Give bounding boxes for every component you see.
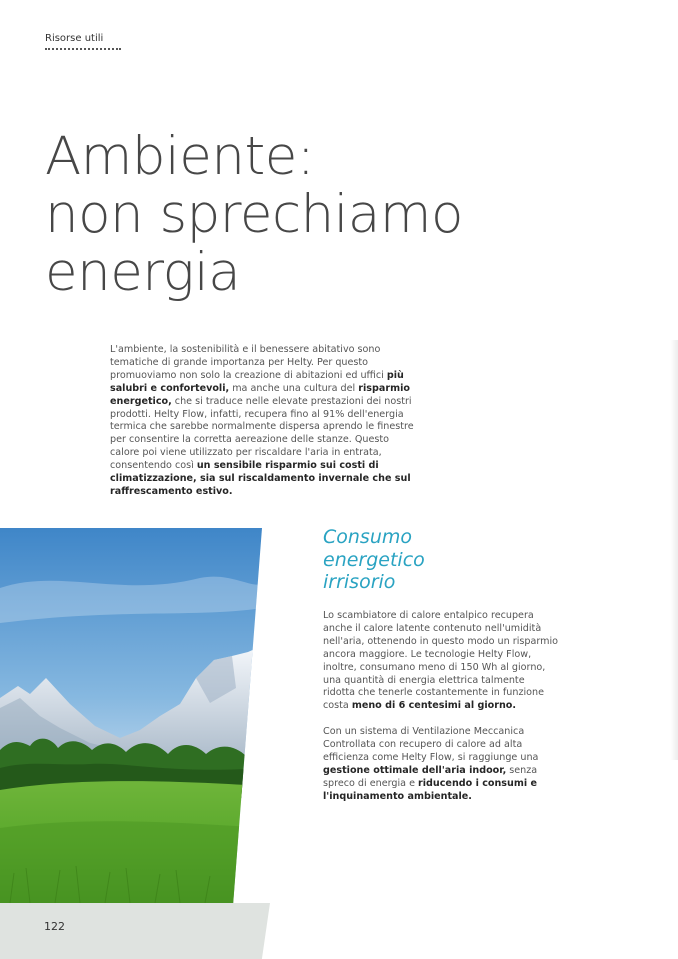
intro-text: ma anche una cultura del [229, 382, 359, 394]
title-line: energia [45, 242, 241, 303]
intro-bold: risparmio energetico, [110, 382, 410, 407]
page-number: 122 [44, 920, 65, 933]
intro-bold: più salubri e confortevoli, [110, 369, 404, 394]
intro-paragraph [110, 344, 420, 499]
body-bold: gestione ottimale dell'aria indoor, [323, 764, 507, 776]
title-line: non sprechiamo [45, 184, 463, 245]
intro-bold: un sensibile risparmio sui costi di climatizzazione, sia sul riscaldamento invernale che sul raffrescamento estivo. [110, 460, 411, 497]
section-label: Risorse utili [45, 33, 104, 44]
title-line: Ambiente: [45, 126, 315, 187]
body-text [323, 610, 558, 817]
footer-band [0, 903, 270, 959]
subtitle-line: energetico [323, 548, 425, 571]
body-text-run: Con un sistema di Ventilazione Meccanica Controllata con recupero di calore ad alta efficienza come Helty Flow, si raggiunge una [323, 726, 539, 764]
subtitle-line: irrisorio [323, 571, 396, 593]
section-subtitle [323, 526, 425, 594]
page-title [45, 128, 463, 302]
body-bold: riducendo i consumi e l'inquinamento ambientale. [323, 777, 537, 802]
page-edge-shadow [670, 340, 678, 760]
intro-text: che si traduce nelle elevate prestazioni dei nostri prodotti. Helty Flow, infatti, recupera fino al 91% dell'energia termica che sarebbe normalmente dispersa aprendo le finestre per consentire la corretta aereazione delle stanze. Questo calore poi viene utilizzato per riscaldare l'aria in entrata, consentendo così [110, 395, 414, 472]
intro-text: L'ambiente, la sostenibilità e il benessere abitativo sono tematiche di grande importanza per Helty. Per questo promuoviamo non solo la creazione di abitazioni ed uffici [110, 344, 387, 381]
body-paragraph [323, 726, 558, 803]
dotted-divider [45, 48, 121, 50]
subtitle-line: Consumo [323, 526, 413, 548]
body-text-run: senza spreco di energia e [323, 764, 538, 789]
body-bold: meno di 6 centesimi al giorno. [351, 700, 517, 712]
body-paragraph [323, 610, 558, 713]
landscape-photo [0, 528, 262, 903]
body-text-run: Lo scambiatore di calore entalpico recupera anche il calore latente contenuto nell'umidità nell'aria, ottenendo in questo modo un risparmio ancora maggiore. Le tecnologie Helty Flow, inoltre, consumano meno di 150 Wh al giorno, una quantità di energia elettrica talmente ridotta che tenerle costantemente in funzione costa [323, 610, 558, 712]
